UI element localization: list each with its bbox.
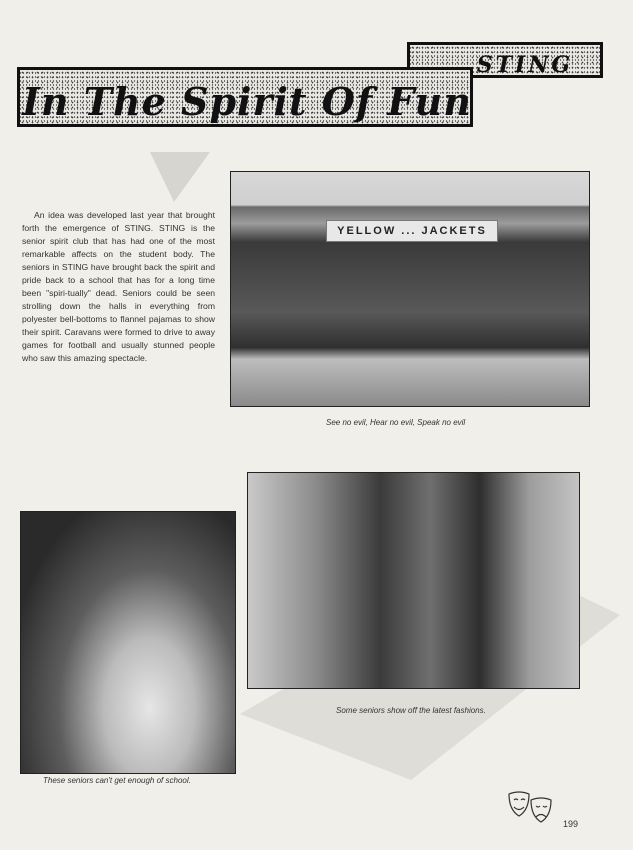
photo-sleep-caption: These seniors can't get enough of school.	[43, 776, 191, 785]
page-title: In The Spirit Of Fun	[22, 79, 472, 124]
gym-banner-sign: YELLOW ... JACKETS	[326, 220, 498, 242]
photo-pajama-seniors	[20, 511, 236, 774]
photo-fashion-seniors	[247, 472, 580, 689]
photo-gym-caption: See no evil, Hear no evil, Speak no evil	[326, 418, 466, 427]
page-number: 199	[563, 819, 579, 829]
decorative-triangle	[150, 152, 210, 202]
sting-label: STING	[476, 52, 574, 78]
photo-fashion-caption: Some seniors show off the latest fashions.	[336, 706, 486, 715]
article-body: An idea was developed last year that brought forth the emergence of STING. STING is the senior spirit club that has had one of the most remarkable affects on the student body. The seniors in STING have brought back the spirit and pride back to a school that has for a long time been "spiri-tually" dead. Seniors could be seen strolling down the halls in everything from polyester bell-bottoms to flannel pajamas to show their spirit. Caravans were formed to drive to away games for football and usually stunned people who saw this amazing spectacle.	[22, 209, 215, 363]
drama-masks-icon	[505, 788, 557, 828]
photo-gym-group	[230, 171, 590, 407]
